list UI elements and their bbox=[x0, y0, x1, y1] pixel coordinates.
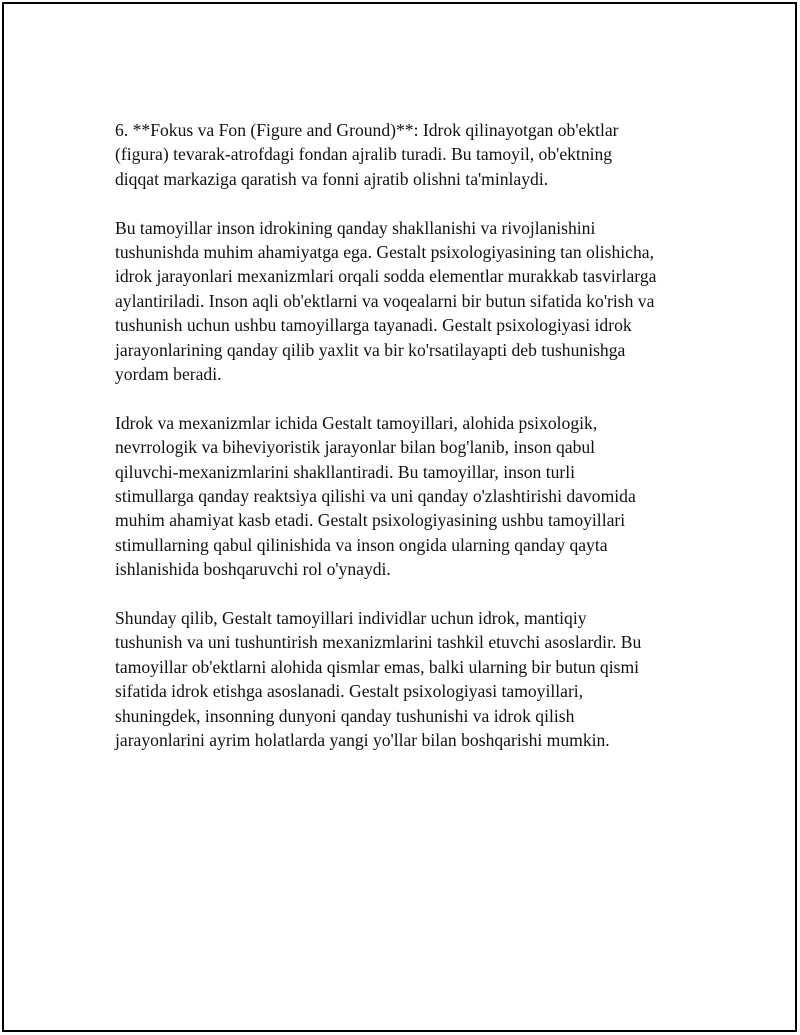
text-line: jarayonlarini ayrim holatlarda yangi yo'llar bilan boshqarishi mumkin. bbox=[115, 730, 610, 751]
paragraph-mechanisms bbox=[115, 411, 705, 582]
paragraph-figure-ground bbox=[115, 118, 705, 191]
text-line: aylantiriladi. Inson aqli ob'ektlarni va voqealarni bir butun sifatida ko'rish va bbox=[115, 290, 655, 311]
text-line: qiluvchi-mexanizmlarini shakllantiradi. Bu tamoyillar, inson turli bbox=[115, 461, 576, 482]
text-line: diqqat markaziga qaratish va fonni ajratib olishni ta'minlaydi. bbox=[115, 168, 549, 189]
text-line: stimullarning qabul qilinishida va inson ongida ularning qanday qayta bbox=[115, 534, 608, 555]
text-line: tushunish va uni tushuntirish mexanizmlarini tashkil etuvchi asoslardir. Bu bbox=[115, 632, 642, 653]
text-line: ishlanishida boshqaruvchi rol o'ynaydi. bbox=[115, 559, 391, 580]
text-line: muhim ahamiyat kasb etadi. Gestalt psixologiyasining ushbu tamoyillari bbox=[115, 510, 626, 531]
text-line: sifatida idrok etishga asoslanadi. Gestalt psixologiyasi tamoyillari, bbox=[115, 681, 584, 702]
text-line: 6. **Fokus va Fon (Figure and Ground)**: Idrok qilinayotgan ob'ektlar bbox=[115, 120, 619, 140]
paragraph-principles-importance bbox=[115, 216, 705, 387]
text-line: tushunishda muhim ahamiyatga ega. Gestalt psixologiyasining tan olishicha, bbox=[115, 242, 654, 263]
text-line: nevrrologik va biheviyoristik jarayonlar bilan bog'lanib, inson qabul bbox=[115, 437, 596, 458]
text-line: idrok jarayonlari mexanizmlari orqali sodda elementlar murakkab tasvirlarga bbox=[115, 266, 657, 287]
text-line: Bu tamoyillar inson idrokining qanday shakllanishi va rivojlanishini bbox=[115, 217, 596, 238]
text-line: jarayonlarining qanday qilib yaxlit va bir ko'rsatilayapti deb tushunishga bbox=[115, 339, 626, 360]
text-line: Shunday qilib, Gestalt tamoyillari individlar uchun idrok, mantiqiy bbox=[115, 608, 587, 629]
text-line: shuningdek, insonning dunyoni qanday tushunishi va idrok qilish bbox=[115, 705, 575, 726]
document-body bbox=[115, 118, 705, 777]
text-line: tushunish uchun ushbu tamoyillarga tayanadi. Gestalt psixologiyasi idrok bbox=[115, 315, 632, 336]
text-line: yordam beradi. bbox=[115, 364, 222, 385]
paragraph-conclusion bbox=[115, 606, 705, 752]
text-line: stimullarga qanday reaktsiya qilishi va uni qanday o'zlashtirishi davomida bbox=[115, 486, 636, 507]
text-line: tamoyillar ob'ektlarni alohida qismlar emas, balki ularning bir butun qismi bbox=[115, 656, 640, 677]
text-line: Idrok va mexanizmlar ichida Gestalt tamoyillari, alohida psixologik, bbox=[115, 412, 598, 433]
text-line: (figura) tevarak-atrofdagi fondan ajralib turadi. Bu tamoyil, ob'ektning bbox=[115, 144, 613, 165]
